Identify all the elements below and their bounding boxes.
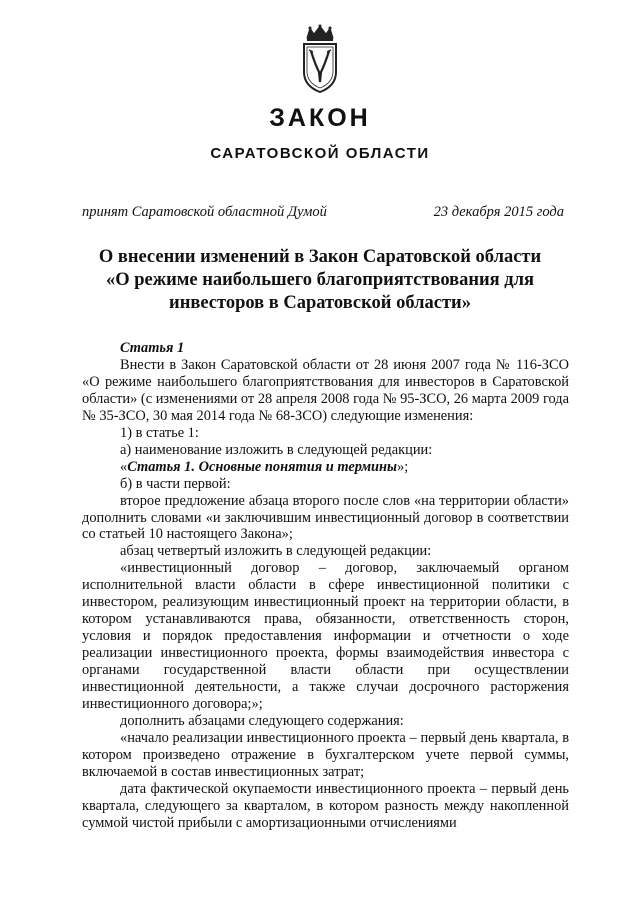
article-title: Статья 1: [120, 340, 185, 356]
heading-line: «О режиме наибольшего благоприятствования для: [105, 270, 535, 290]
paragraph: второе предложение абзаца второго после слов «на территории области» дополнить словами «и заключившим инвестиционный договор в соответствии со статьей 10 настоящего Закона»;: [82, 492, 569, 543]
paragraph: дата фактической окупаемости инвестиционного проекта – первый день квартала, следующего за кварталом, в котором разность между накопленной суммой чистой прибыли с амортизационными отчислениями: [82, 780, 569, 831]
paragraph: «инвестиционный договор – договор, заключаемый органом исполнительной власти области в сфере инвестиционной политики с инвестором, реализующим инвестиционный проект на территории области, в котором устанавливаются права, обязанности, ответственность сторон, условия и порядок предоставления информации и отчетности о ходе реализации инвестиционного проекта, формы взаимодействия инвестора с органами государственной власти области при осуществлении инвестиционной деятельности, а также случаи досрочного расторжения инвестиционного договора;»;: [82, 560, 569, 713]
law-region: САРАТОВСКОЙ ОБЛАСТИ: [210, 145, 430, 162]
heading-line: инвесторов в Саратовской области»: [169, 293, 471, 313]
paragraph: Внести в Закон Саратовской области от 28 июня 2007 года № 116-ЗСО «О режиме наибольшего благоприятствования для инвесторов в Саратовской области» (с изменениями от 28 апреля 2008 года № 95-ЗСО, 26 марта 2009 года № 35-ЗСО, 30 мая 2014 года № 68-ЗСО) следующие изменения:: [82, 356, 569, 424]
paragraph: «начало реализации инвестиционного проекта – первый день квартала, в котором произведено отражение в бухгалтерском учете первой суммы, включаемой в состав инвестиционных затрат;: [82, 729, 569, 780]
paragraph: 1) в статье 1:: [120, 424, 199, 441]
paragraph: дополнить абзацами следующего содержания:: [120, 712, 404, 729]
heading-line: О внесении изменений в Закон Саратовской области: [98, 247, 542, 267]
adopted-by: принят Саратовской областной Думой: [82, 204, 327, 220]
article-body: [82, 340, 569, 832]
paragraph: б) в части первой:: [120, 475, 231, 492]
paragraph: а) наименование изложить в следующей редакции:: [120, 441, 433, 458]
quote-open: «: [120, 458, 128, 475]
saratov-coat-of-arms-icon: [298, 24, 342, 94]
paragraph: абзац четвертый изложить в следующей редакции:: [120, 543, 432, 560]
paragraph: [82, 459, 569, 476]
document-heading: [60, 246, 580, 315]
quote-close: »;: [397, 458, 409, 475]
new-article-title: Статья 1. Основные понятия и термины: [127, 458, 398, 475]
adoption-date: 23 декабря 2015 года: [433, 204, 564, 220]
law-title: ЗАКОН: [269, 104, 371, 132]
